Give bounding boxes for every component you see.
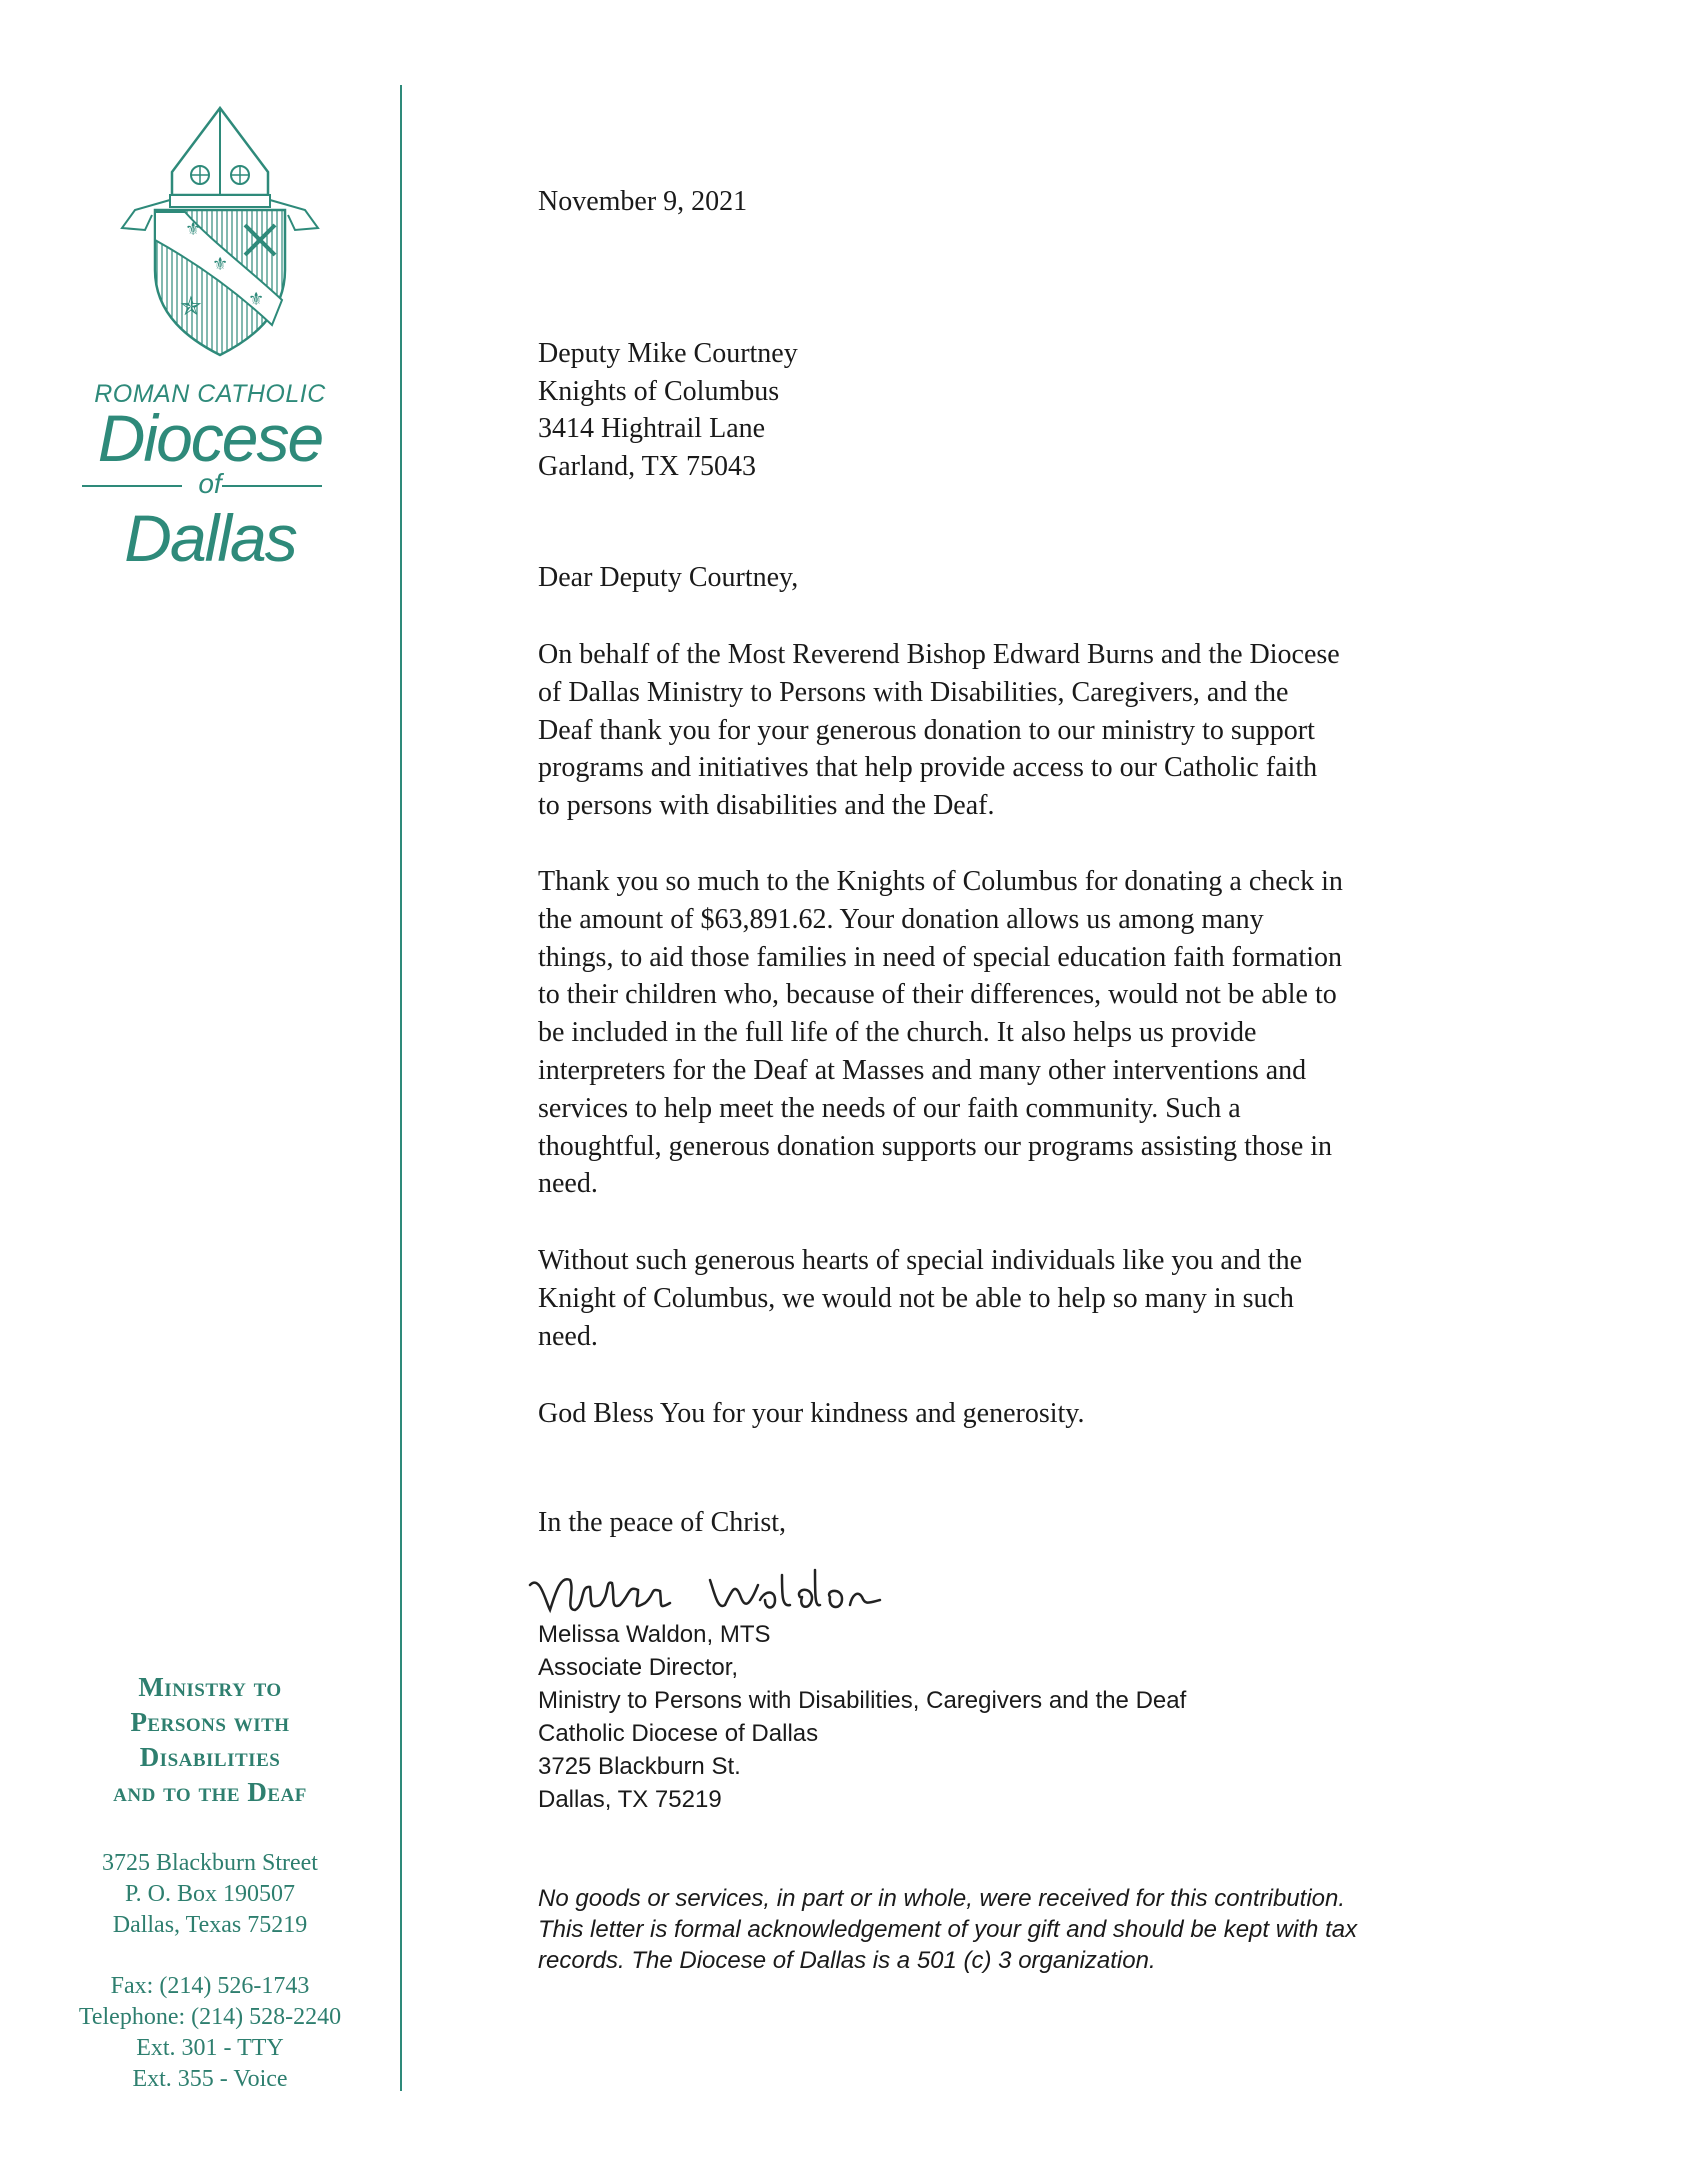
svg-text:⚜: ⚜ [212, 254, 229, 275]
signer-organization: Catholic Diocese of Dallas [538, 1720, 819, 1747]
paragraph-line: Deaf thank you for your generous donation to our ministry to support [538, 714, 1315, 746]
letterhead-contact [30, 1848, 390, 2095]
body-paragraph [538, 863, 1498, 1203]
org-name-dallas: Dallas [124, 501, 296, 575]
paragraph-line: God Bless You for your kindness and generosity. [538, 1398, 1085, 1429]
paragraph-line: be included in the full life of the church. It also helps us provide [538, 1017, 1257, 1049]
signer-ministry: Ministry to Persons with Disabilities, Caregivers and the Deaf [538, 1687, 1187, 1714]
ministry-line: Ministry to [138, 1672, 282, 1702]
closing: In the peace of Christ, [538, 1507, 787, 1538]
extension-line: Ext. 355 - Voice [132, 2066, 288, 2092]
address-line: Dallas, Texas 75219 [112, 1912, 308, 1938]
recipient-line: Knights of Columbus [538, 375, 780, 407]
recipient-address [538, 335, 798, 485]
paragraph-line: to their children who, because of their differences, would not be able to [538, 979, 1337, 1011]
ministry-line: Persons with [130, 1707, 290, 1737]
disclaimer-line: records. The Diocese of Dallas is a 501 (c) 3 organization. [538, 1947, 1156, 1974]
paragraph-line: need. [538, 1168, 598, 1200]
body-paragraph [538, 636, 1498, 825]
org-name-diocese: Diocese [97, 401, 323, 475]
letter-date: November 9, 2021 [538, 186, 748, 217]
disclaimer-line: No goods or services, in part or in whole, were received for this contribution. [538, 1885, 1346, 1912]
svg-text:⚜: ⚜ [248, 289, 265, 310]
salutation: Dear Deputy Courtney, [538, 562, 799, 593]
ministry-line: and to the Deaf [113, 1777, 307, 1807]
svg-text:✯: ✯ [180, 292, 202, 322]
body-paragraph [538, 1242, 1498, 1355]
paragraph-line: need. [538, 1320, 598, 1352]
body-paragraph [538, 1395, 1498, 1433]
telephone-line: Telephone: (214) 528-2240 [78, 2004, 342, 2030]
signature-block [538, 1618, 1186, 1816]
svg-text:⚜: ⚜ [185, 219, 202, 240]
signer-street: 3725 Blackburn St. [538, 1753, 741, 1780]
handwritten-signature [520, 1555, 1020, 1625]
paragraph-line: Knight of Columbus, we would not be able to help so many in such [538, 1282, 1294, 1314]
ministry-line: Disabilities [139, 1742, 281, 1772]
recipient-line: 3414 Hightrail Lane [538, 413, 766, 444]
paragraph-line: services to help meet the needs of our faith community. Such a [538, 1092, 1241, 1124]
paragraph-line: Thank you so much to the Knights of Columbus for donating a check in [538, 866, 1343, 897]
org-name-line: ROMAN CATHOLIC [94, 380, 326, 408]
signer-name: Melissa Waldon, MTS [538, 1621, 771, 1648]
recipient-line: Deputy Mike Courtney [538, 338, 798, 369]
org-name-of: of [198, 468, 222, 499]
paragraph-line: programs and initiatives that help provide access to our Catholic faith [538, 752, 1318, 784]
paragraph-line: On behalf of the Most Reverend Bishop Edward Burns and the Diocese [538, 639, 1340, 670]
paragraph-line: to persons with disabilities and the Deaf. [538, 790, 995, 822]
fax-line: Fax: (214) 526-1743 [110, 1973, 310, 1999]
address-line: P. O. Box 190507 [124, 1881, 296, 1907]
paragraph-line: interpreters for the Deaf at Masses and many other interventions and [538, 1054, 1307, 1086]
paragraph-line: things, to aid those families in need of special education faith formation [538, 941, 1343, 973]
signer-city: Dallas, TX 75219 [538, 1786, 722, 1813]
letterhead-divider [400, 85, 402, 2091]
ministry-title [30, 1670, 390, 1810]
address-line: 3725 Blackburn Street [102, 1850, 318, 1876]
paragraph-line: of Dallas Ministry to Persons with Disabilities, Caregivers, and the [538, 676, 1289, 708]
signer-title: Associate Director, [538, 1654, 739, 1681]
paragraph-line: the amount of $63,891.62. Your donation allows us among many [538, 903, 1264, 935]
paragraph-line: thoughtful, generous donation supports our programs assisting those in [538, 1130, 1333, 1162]
coat-of-arms-icon [100, 100, 340, 360]
extension-line: Ext. 301 - TTY [136, 2035, 284, 2061]
recipient-line: Garland, TX 75043 [538, 450, 756, 482]
disclaimer-line: This letter is formal acknowledgement of your gift and should be kept with tax [538, 1916, 1358, 1943]
paragraph-line: Without such generous hearts of special individuals like you and the [538, 1245, 1303, 1276]
tax-disclaimer [538, 1883, 1498, 1976]
